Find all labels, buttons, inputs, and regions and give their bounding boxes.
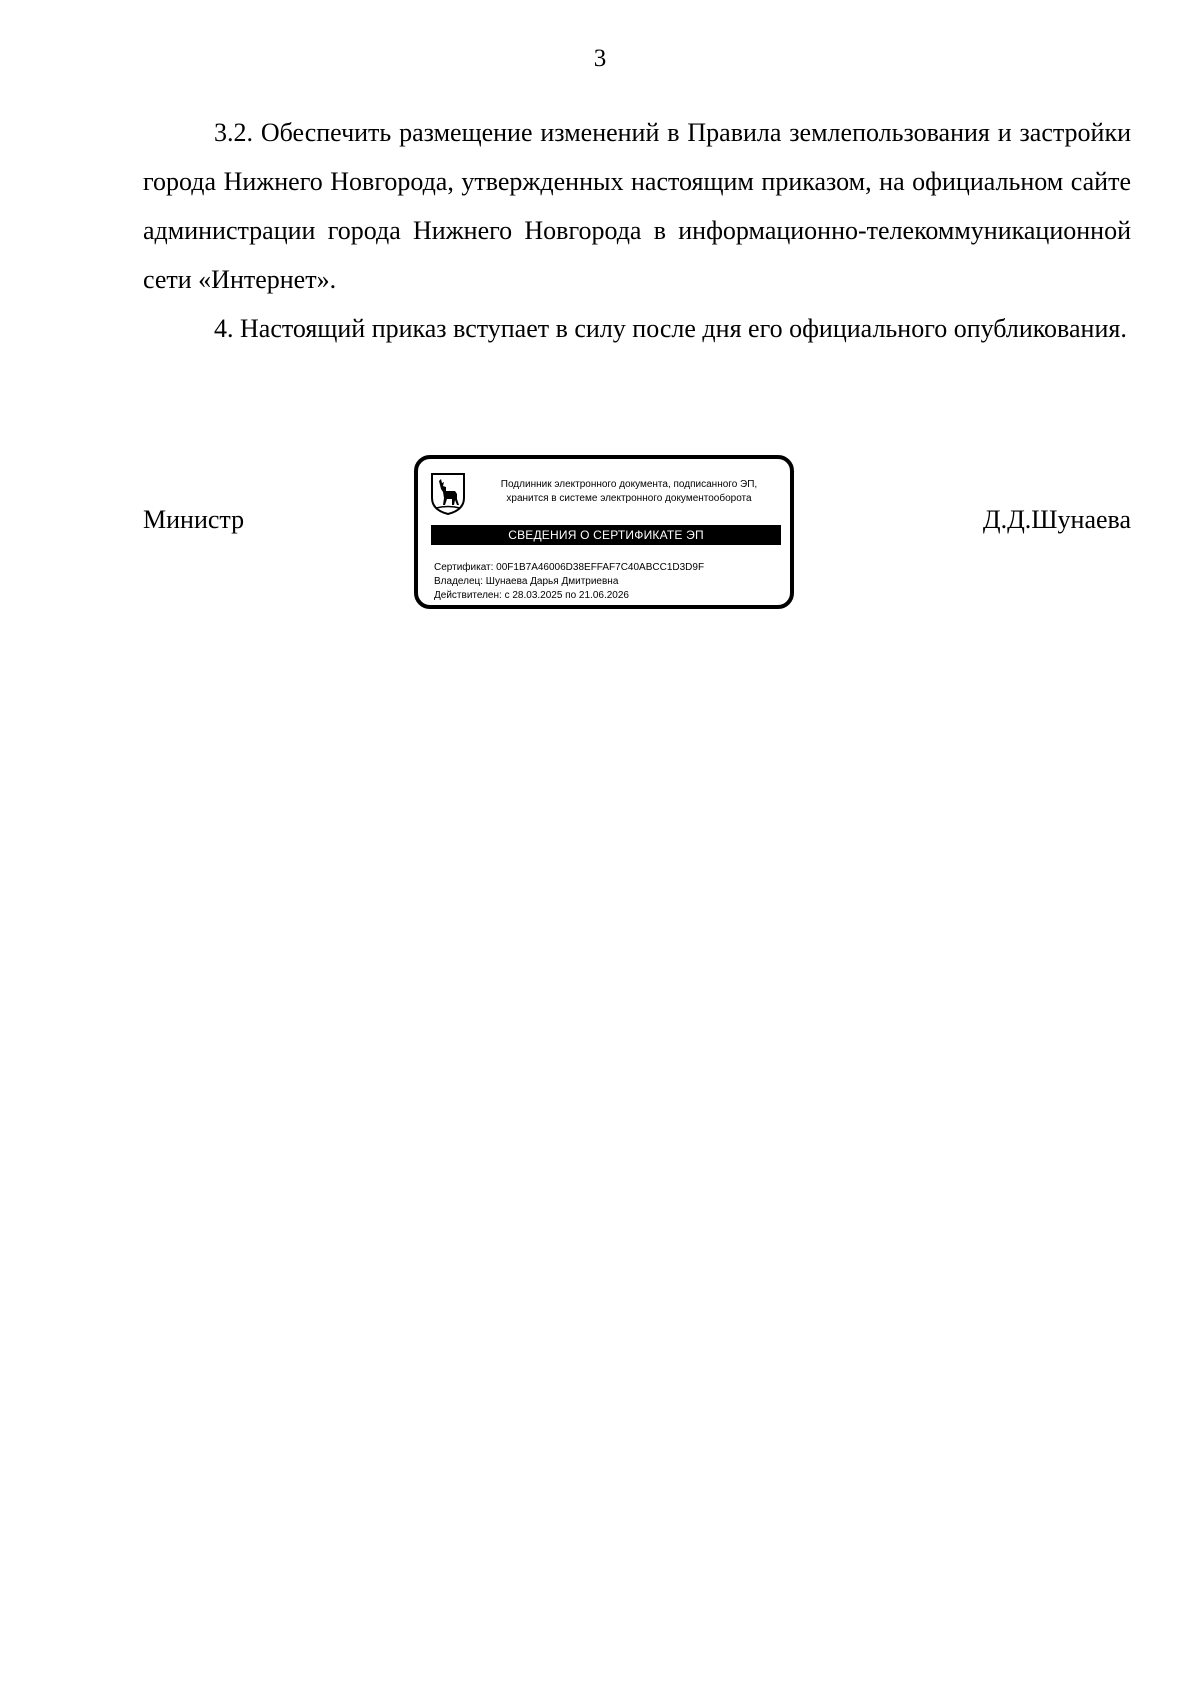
stamp-title-bar: СВЕДЕНИЯ О СЕРТИФИКАТЕ ЭП bbox=[431, 525, 781, 545]
certificate-owner: Владелец: Шунаева Дарья Дмитриевна bbox=[434, 576, 619, 587]
paragraph-3-2: 3.2. Обеспечить размещение изменений в Правила землепользования и застройки города Нижнего Новгорода, утвержденных настоящим приказом, на официальном сайте администрации города Нижнего Новгорода в информационно-телекоммуникационной сети «Интернет». bbox=[143, 118, 1131, 294]
signatory-name: Д.Д.Шунаева bbox=[982, 505, 1131, 534]
stamp-header-line-2: хранится в системе электронного документооборота bbox=[506, 493, 752, 504]
coat-of-arms-icon bbox=[430, 472, 466, 516]
certificate-number: Сертификат: 00F1B7A46006D38EFFAF7C40ABCC1D3D9F bbox=[434, 562, 705, 573]
document-body bbox=[143, 108, 1131, 353]
electronic-signature-stamp bbox=[414, 455, 794, 609]
stamp-header-line-1: Подлинник электронного документа, подписанного ЭП, bbox=[500, 479, 758, 490]
signatory-position: Министр bbox=[143, 505, 245, 534]
stamp-header bbox=[474, 478, 784, 506]
certificate-validity: Действителен: с 28.03.2025 по 21.06.2026 bbox=[434, 590, 629, 601]
paragraph-4: 4. Настоящий приказ вступает в силу после дня его официального опубликования. bbox=[214, 314, 1127, 343]
stamp-details bbox=[434, 561, 704, 603]
page-number: 3 bbox=[593, 45, 607, 72]
